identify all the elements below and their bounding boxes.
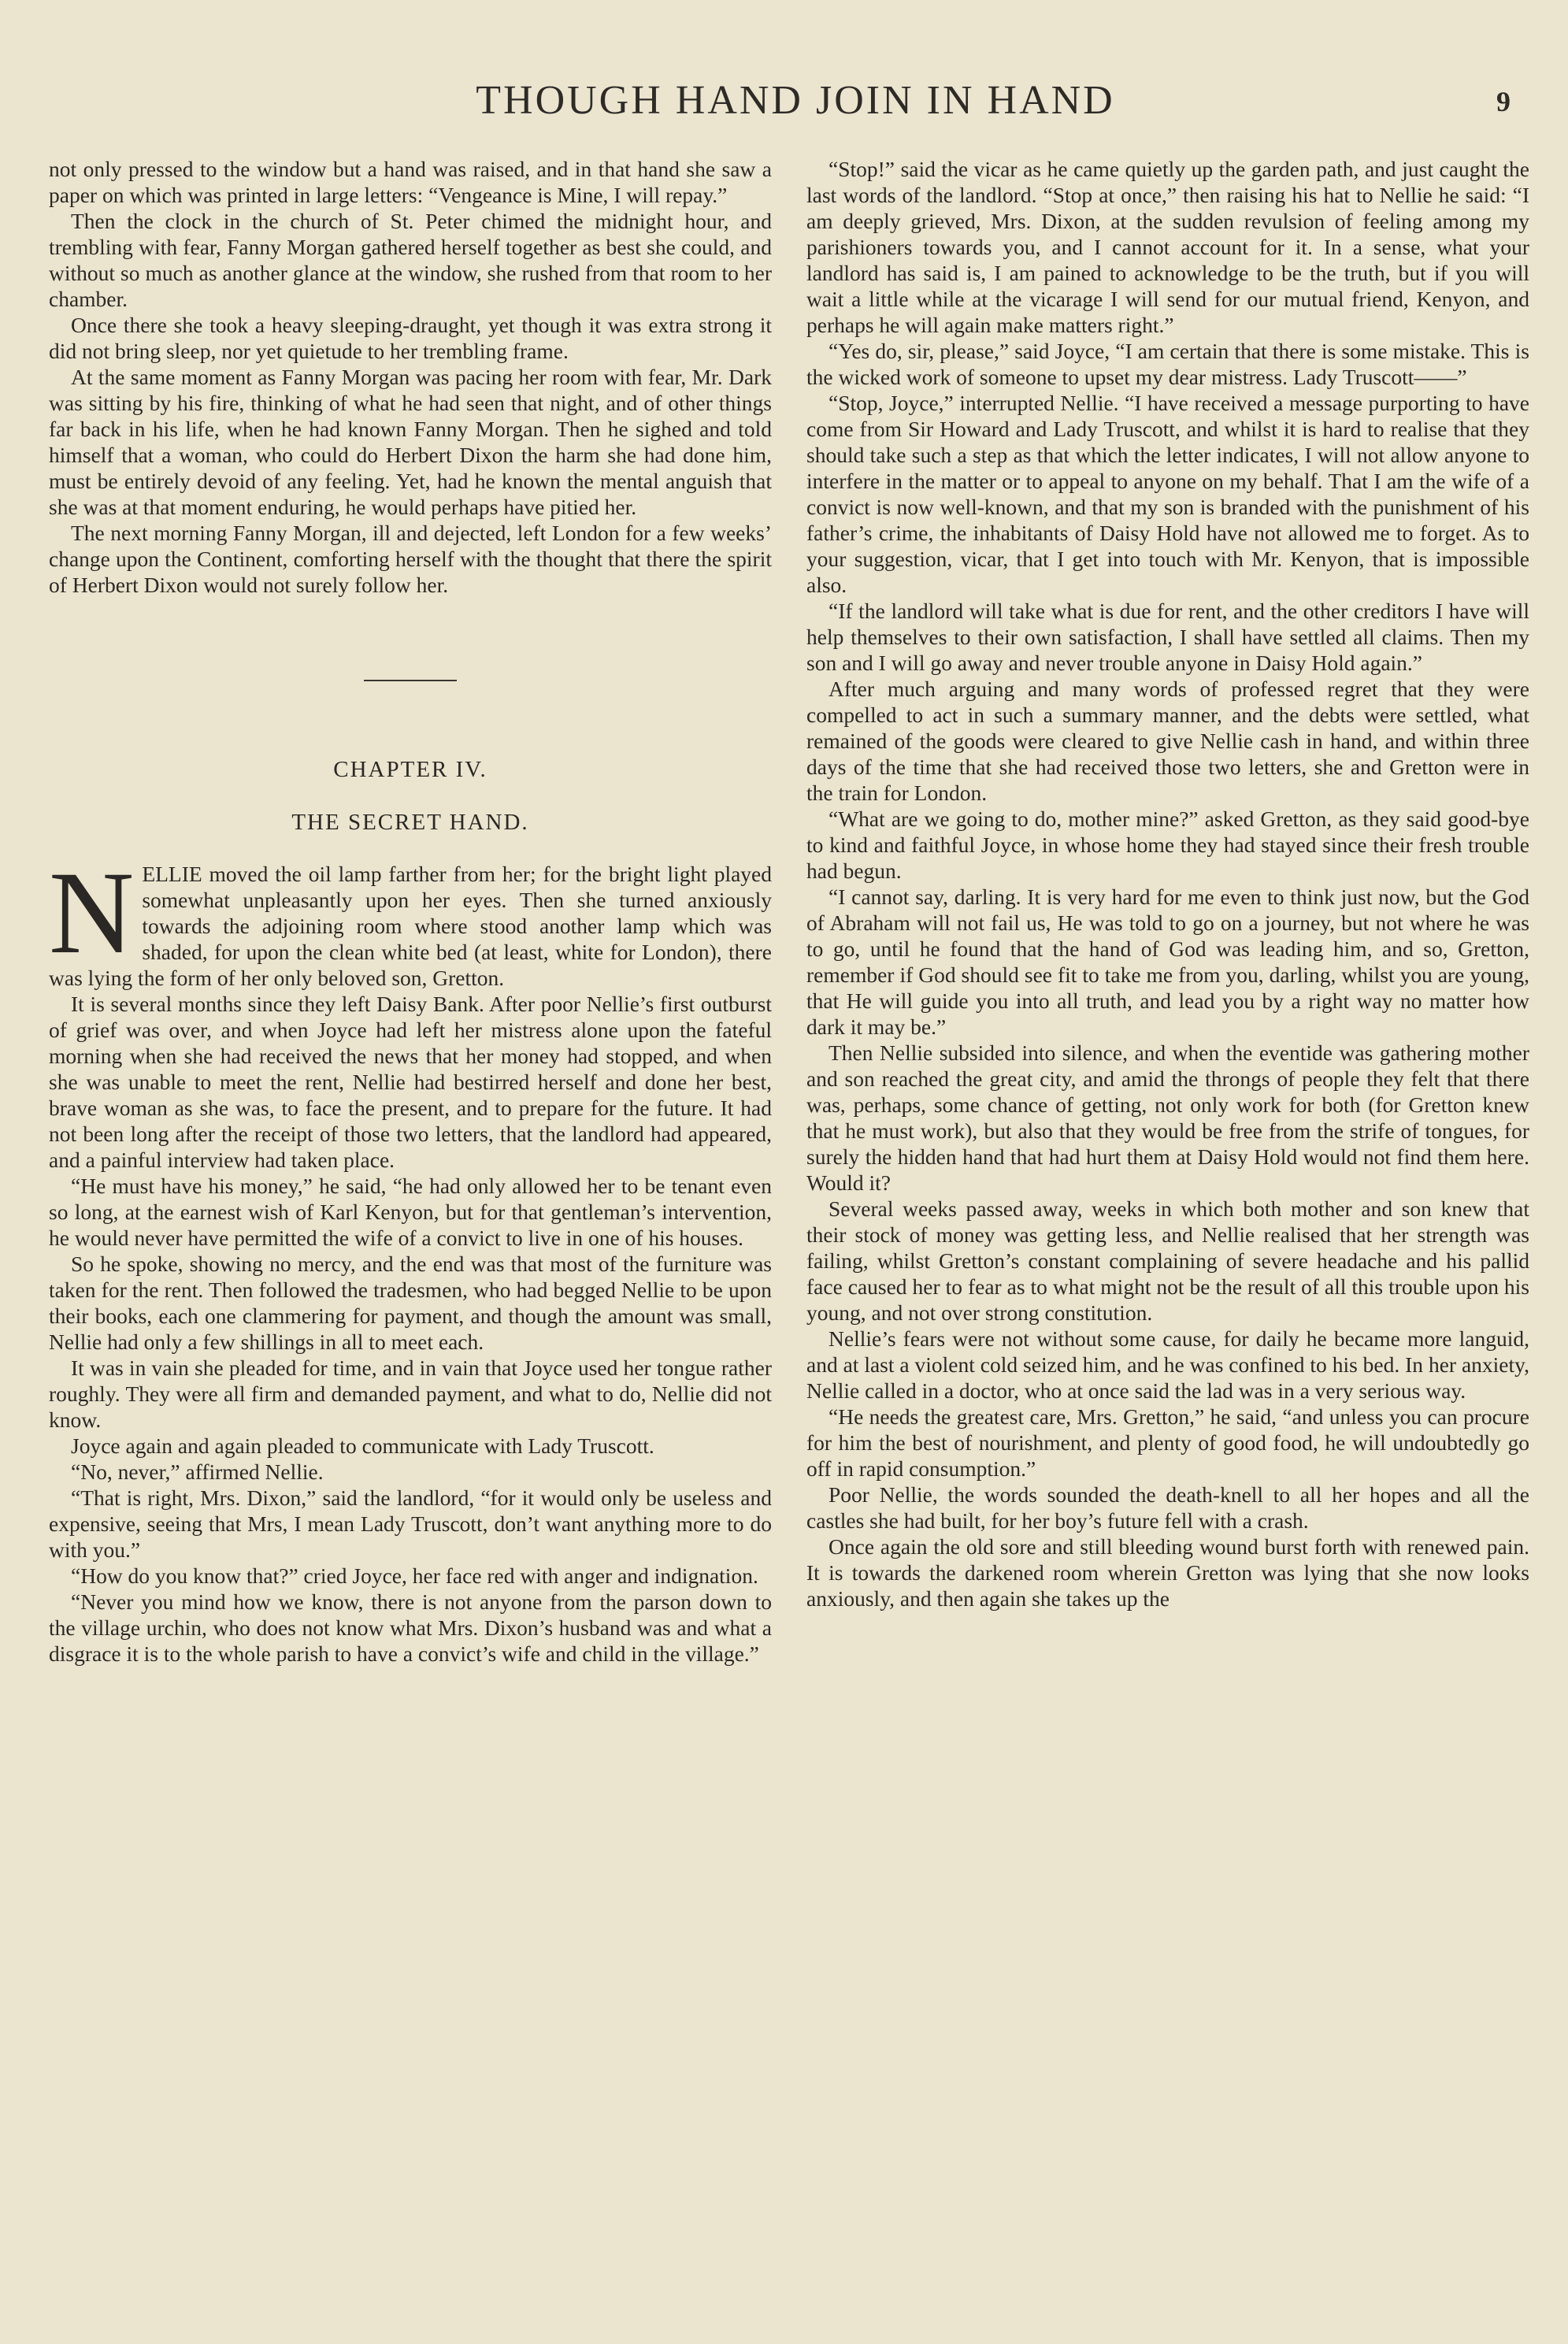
right-column (806, 156, 1529, 1612)
running-title: THOUGH HAND JOIN IN HAND (476, 78, 1115, 123)
section-divider (364, 680, 457, 681)
paragraph: The next morning Fanny Morgan, ill and dejected, left London for a few weeks’ change upon the Continent, comforting herself with the thought that there the spirit of Herbert Dixon would not surely follow her. (49, 521, 772, 597)
paragraph: It is several months since they left Daisy Bank. After poor Nellie’s first outburst of grief was over, and when Joyce had left her mistress alone upon the fateful morning when she had received the news that her money had stopped, and when she was unable to meet the rent, Nellie had bestirred herself and done her best, brave woman as she was, to face the present, and to prepare for the future. It had not been long after the receipt of those two letters, that the landlord had appeared, and a painful interview had taken place. (49, 992, 772, 1172)
paragraph: Several weeks passed away, weeks in which both mother and son knew that their stock of money was getting less, and Nellie realised that her strength was failing, whilst Gretton’s constant complaining of severe headache and his pallid face caused her to fear as to what might not be the result of all this trouble upon his young, and not over strong constitution. (806, 1196, 1529, 1325)
paragraph: Nellie’s fears were not without some cause, for daily he became more languid, and at last a violent cold seized him, and he was confined to his bed. In her anxiety, Nellie called in a doctor, who at once said the lad was in a very serious way. (806, 1326, 1529, 1403)
paragraph: It was in vain she pleaded for time, and in vain that Joyce used her tongue rather roughly. They were all firm and demanded payment, and what to do, Nellie did not know. (49, 1356, 772, 1432)
paragraph: Once there she took a heavy sleeping-draught, yet though it was extra strong it did not bring sleep, nor yet quietude to her trembling frame. (49, 313, 772, 363)
paragraph: “Stop!” said the vicar as he came quietly up the garden path, and just caught the last words of the landlord. “Stop at once,” then raising his hat to Nellie he said: “I am deeply grieved, Mrs. Dixon, at the sudden revulsion of feeling among my parishioners towards you, and I cannot account for it. In a sense, what your landlord has said is, I am pained to acknowledge to be the truth, but if you will wait a little while at the vicarage I will send for our mutual friend, Kenyon, and perhaps he will again make matters right.” (806, 157, 1529, 337)
paragraph: After much arguing and many words of professed regret that they were compelled to act in such a summary manner, and the debts were settled, what remained of the goods were cleared to give Nellie cash in hand, and within three days of the time that she had received those two letters, she and Gretton were in the train for London. (806, 677, 1529, 805)
paragraph: “Stop, Joyce,” interrupted Nellie. “I have received a message purporting to have come from Sir Howard and Lady Truscott, and whilst it is hard to realise that they should take such a step as that which the letter indicates, I will not allow anyone to interfere in the matter or to appeal to anyone on my behalf. That I am the wife of a convict is now well-known, and that my son is branded with the punishment of his father’s crime, the inhabitants of Daisy Hold have not allowed me to forget. As to your suggestion, vicar, that I get into touch with Mr. Kenyon, that is impossible also. (806, 391, 1529, 597)
opening-text: ELLIE moved the oil lamp farther from her; for the bright light played somewhat unpleasantly upon her eyes. Then she turned anxiously towards the adjoining room where stood another lamp which was shaded, for upon the clean white bed (at least, white for London), there was lying the form of her only beloved son, Gretton. (49, 862, 772, 990)
paragraph: “Yes do, sir, please,” said Joyce, “I am certain that there is some mistake. This is the wicked work of someone to upset my dear mistress. Lady Truscott——” (806, 339, 1529, 389)
paragraph: “No, never,” affirmed Nellie. (71, 1459, 324, 1484)
paragraph: Joyce again and again pleaded to communicate with Lady Truscott. (71, 1433, 654, 1458)
paragraph: Then Nellie subsided into silence, and when the eventide was gathering mother and son reached the great city, and amid the throngs of people they felt that there was, perhaps, some chance of getting, not only work for both (for Gretton knew that he must work), but also that they would be free from the strife of tongues, for surely the hidden hand that had hurt them at Daisy Hold would not find them here. Would it? (806, 1040, 1529, 1195)
paragraph: “If the landlord will take what is due for rent, and the other creditors I have will help themselves to their own satisfaction, I shall have settled all claims. Then my son and I will go away and never trouble anyone in Daisy Hold again.” (806, 599, 1529, 675)
drop-cap: N (49, 847, 135, 978)
paragraph: not only pressed to the window but a hand was raised, and in that hand she saw a paper on which was printed in large letters: “Vengeance is Mine, I will repay.” (49, 157, 772, 207)
paragraph: “I cannot say, darling. It is very hard for me even to think just now, but the God of Abraham will not fail us, He was told to go on a journey, but not where he was to go, until he found that the hand of God was leading him, and so, Gretton, remember if God should see fit to take me from you, darling, whilst you are young, that He will guide you into all truth, and lead you by a right way no matter how dark it may be.” (806, 885, 1529, 1039)
paragraph: “That is right, Mrs. Dixon,” said the landlord, “for it would only be useless and expensive, seeing that Mrs, I mean Lady Truscott, don’t want anything more to do with you.” (49, 1485, 772, 1562)
paragraph: “He must have his money,” he said, “he had only allowed her to be tenant even so long, at the earnest wish of Karl Kenyon, but for that gentleman’s intervention, he would never have permitted the wife of a convict to live in one of his houses. (49, 1174, 772, 1250)
page-header (0, 77, 1568, 132)
page-number: 9 (1496, 86, 1511, 117)
paragraph: Once again the old sore and still bleeding wound burst forth with renewed pain. It is towards the darkened room wherein Gretton was lying that she now looks anxiously, and then again she takes up the (806, 1534, 1529, 1611)
paragraph: “What are we going to do, mother mine?” asked Gretton, as they said good-bye to kind and faithful Joyce, in whose home they had stayed since their fresh trouble had begun. (806, 807, 1529, 883)
chapter-opening-paragraph (49, 847, 772, 991)
paragraph: So he spoke, showing no mercy, and the end was that most of the furniture was taken for the rent. Then followed the tradesmen, who had begged Nellie to be upon their books, each one clammering for payment, and though the amount was small, Nellie had only a few shillings in all to meet each. (49, 1252, 772, 1354)
left-column (49, 156, 772, 1667)
paragraph: “Never you mind how we know, there is not anyone from the parson down to the village urchin, who does not know what Mrs. Dixon’s husband was and what a disgrace it is to the whole parish to have a convict’s wife and child in the village.” (49, 1589, 772, 1666)
paragraph: Poor Nellie, the words sounded the death-knell to all her hopes and all the castles she had built, for her boy’s future fell with a crash. (806, 1482, 1529, 1533)
paragraph: “He needs the greatest care, Mrs. Gretton,” he said, “and unless you can procure for him the best of nourishment, and plenty of good food, he will undoubtedly go off in rapid consumption.” (806, 1404, 1529, 1481)
paragraph: At the same moment as Fanny Morgan was pacing her room with fear, Mr. Dark was sitting by his fire, thinking of what he had seen that night, and of other things far back in his life, when he had known Fanny Morgan. Then he sighed and told himself that a woman, who could do Herbert Dixon the harm she had done him, must be entirely devoid of any feeling. Yet, had he known the mental anguish that she was at that moment enduring, he would perhaps have pitied her. (49, 365, 772, 519)
paragraph: “How do you know that?” cried Joyce, her face red with anger and indignation. (71, 1563, 758, 1588)
chapter-number: CHAPTER IV. (333, 757, 487, 782)
paragraph: Then the clock in the church of St. Peter chimed the midnight hour, and trembling with fear, Fanny Morgan gathered herself together as best she could, and without so much as another glance at the window, she rushed from that room to her chamber. (49, 209, 772, 311)
chapter-title: THE SECRET HAND. (291, 810, 529, 835)
